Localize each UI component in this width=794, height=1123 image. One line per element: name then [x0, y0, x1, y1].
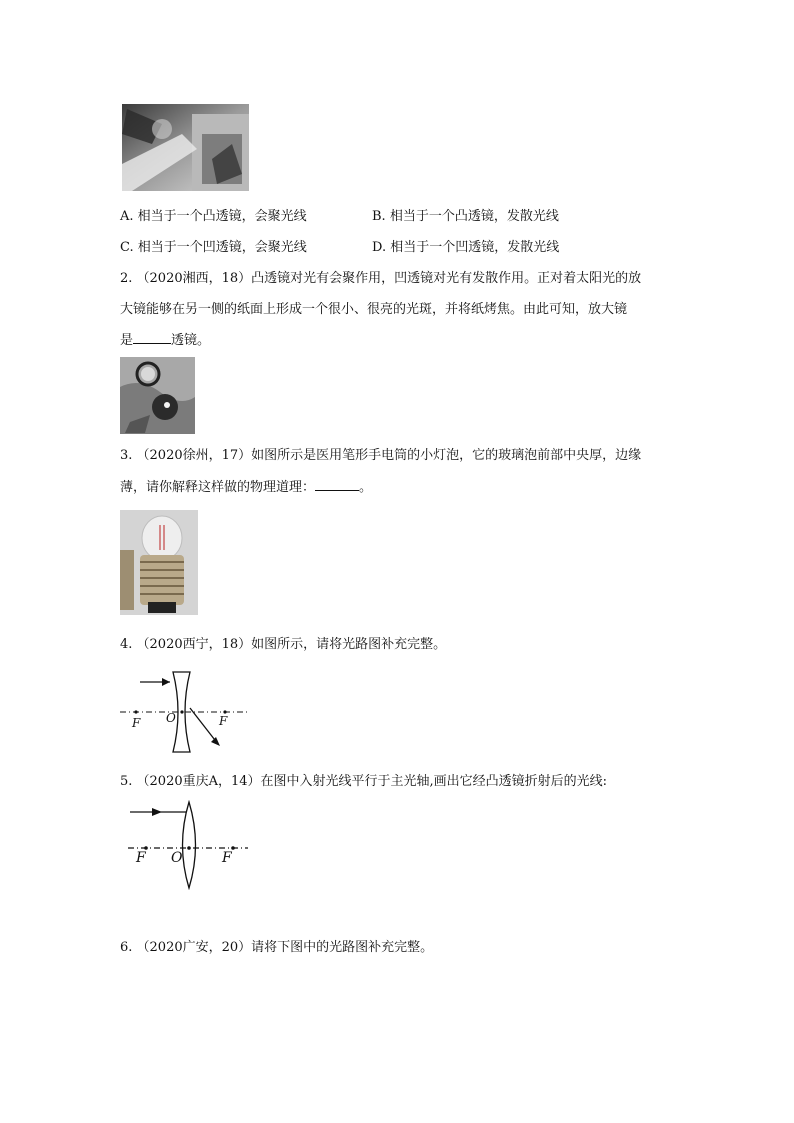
q1-option-c[interactable]: C. 相当于一个凹透镜，会聚光线 [120, 240, 307, 255]
optical-center-point [180, 710, 183, 713]
q2-line-3-suffix: 透镜。 [171, 333, 211, 348]
q2-line-3 [120, 333, 210, 349]
small-bulb-icon [120, 510, 198, 615]
q3-line-2 [120, 480, 372, 496]
q4-label-f-left: F [132, 716, 141, 730]
q1-option-b[interactable]: B. 相当于一个凸透镜，发散光线 [372, 209, 559, 224]
q6-text: 6. （2020广安，20）请将下图中的光路图补充完整。 [120, 940, 434, 955]
focus-point-left [134, 710, 137, 713]
q2-line-3-prefix: 是 [120, 333, 134, 348]
q2-answer-blank[interactable] [133, 343, 171, 344]
concave-lens-diagram [118, 668, 253, 758]
refracted-ray [190, 708, 218, 744]
refracted-arrow-icon [211, 737, 220, 746]
q3-photo [120, 510, 198, 615]
q3-line-2-suffix: 。 [359, 480, 373, 495]
q2-photo [120, 357, 195, 434]
convex-lens [183, 802, 196, 888]
incident-arrow-icon [152, 808, 162, 816]
q3-line-2-prefix: 薄，请你解释这样做的物理道理： [120, 480, 316, 495]
incident-arrow-icon [162, 678, 170, 686]
ice-lens-photo-icon [122, 104, 249, 191]
q1-option-d[interactable]: D. 相当于一个凹透镜，发散光线 [372, 240, 560, 255]
q4-label-o: O [166, 711, 176, 725]
q2-line-1: 2. （2020湘西，18）凸透镜对光有会聚作用，凹透镜对光有发散作用。正对着太阳光的放 [120, 271, 642, 286]
q3-line-1: 3. （2020徐州，17）如图所示是医用笔形手电筒的小灯泡，它的玻璃泡前部中央厚，边缘 [120, 448, 642, 463]
q2-line-2: 大镜能够在另一侧的纸面上形成一个很小、很亮的光斑，并将纸烤焦。由此可知，放大镜 [120, 302, 628, 317]
q4-diagram [118, 668, 253, 758]
q5-label-o: O [171, 850, 183, 866]
q5-text: 5. （2020重庆A，14）在图中入射光线平行于主光轴,画出它经凸透镜折射后的光线: [120, 774, 608, 789]
q5-diagram [126, 800, 256, 890]
q5-label-f-left: F [136, 850, 146, 866]
q4-text: 4. （2020西宁，18）如图所示，请将光路图补充完整。 [120, 637, 447, 652]
q5-label-f-right: F [222, 850, 232, 866]
magnifier-burning-paper-icon [120, 357, 195, 434]
q4-label-f-right: F [219, 714, 228, 728]
optical-center-point [187, 846, 191, 850]
q1-photo [122, 104, 249, 191]
convex-lens-diagram [126, 800, 256, 890]
q3-answer-blank[interactable] [315, 490, 359, 491]
q1-option-a[interactable]: A. 相当于一个凸透镜，会聚光线 [120, 209, 307, 224]
